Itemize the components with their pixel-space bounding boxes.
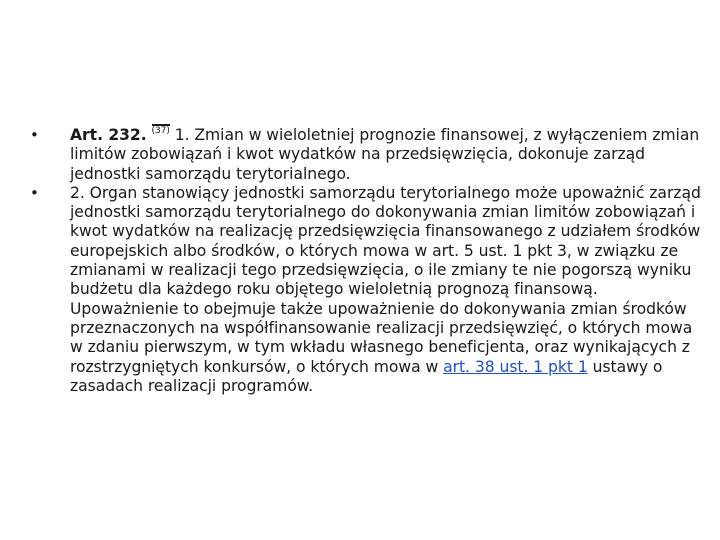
bullet-marker: •	[30, 183, 39, 202]
bullet-list	[28, 126, 708, 396]
paragraph-text: 2. Organ stanowiący jednostki samorządu terytorialnego może upoważnić zarząd jednostki samorządu terytorialnego do dokonywania zmian limitów zobowiązań i kwot wydatków na realizację przedsięwzięcia finansowanego z udziałem środków europejskich albo środków, o których mowa w art. 5 ust. 1 pkt 3, w związku ze zmianami w realizacji tego przedsięwzięcia, o ile zmiany te nie pogorszą wyniku budżetu dla każdego roku objętego wieloletnią prognozą finansową. Upoważnienie to obejmuje także upoważnienie do dokonywania zmian środków przeznaczonych na współfinansowanie realizacji przedsięwzięć, o których mowa w zdaniu pierwszym, w tym wkładu własnego beneficjenta, oraz wynikających z rozstrzygniętych konkursów, o których mowa w	[70, 183, 701, 376]
article-number: Art. 232.	[70, 126, 147, 144]
slide-body	[28, 126, 708, 396]
bullet-marker: •	[30, 126, 39, 144]
paragraph-text-end: ustawy o zasadach realizacji programów.	[70, 357, 663, 395]
legal-reference-link[interactable]: art. 38 ust. 1 pkt 1	[443, 357, 588, 376]
footnote-reference: (37)	[151, 126, 170, 136]
bullet-item-2	[28, 184, 708, 396]
paragraph-text: 1. Zmian w wieloletniej prognozie finansowej, z wyłączeniem zmian limitów zobowiązań i kwot wydatków na przedsięwzięcia, dokonuje zarząd jednostki samorządu terytorialnego.	[70, 126, 700, 183]
bullet-item-1	[28, 126, 708, 184]
